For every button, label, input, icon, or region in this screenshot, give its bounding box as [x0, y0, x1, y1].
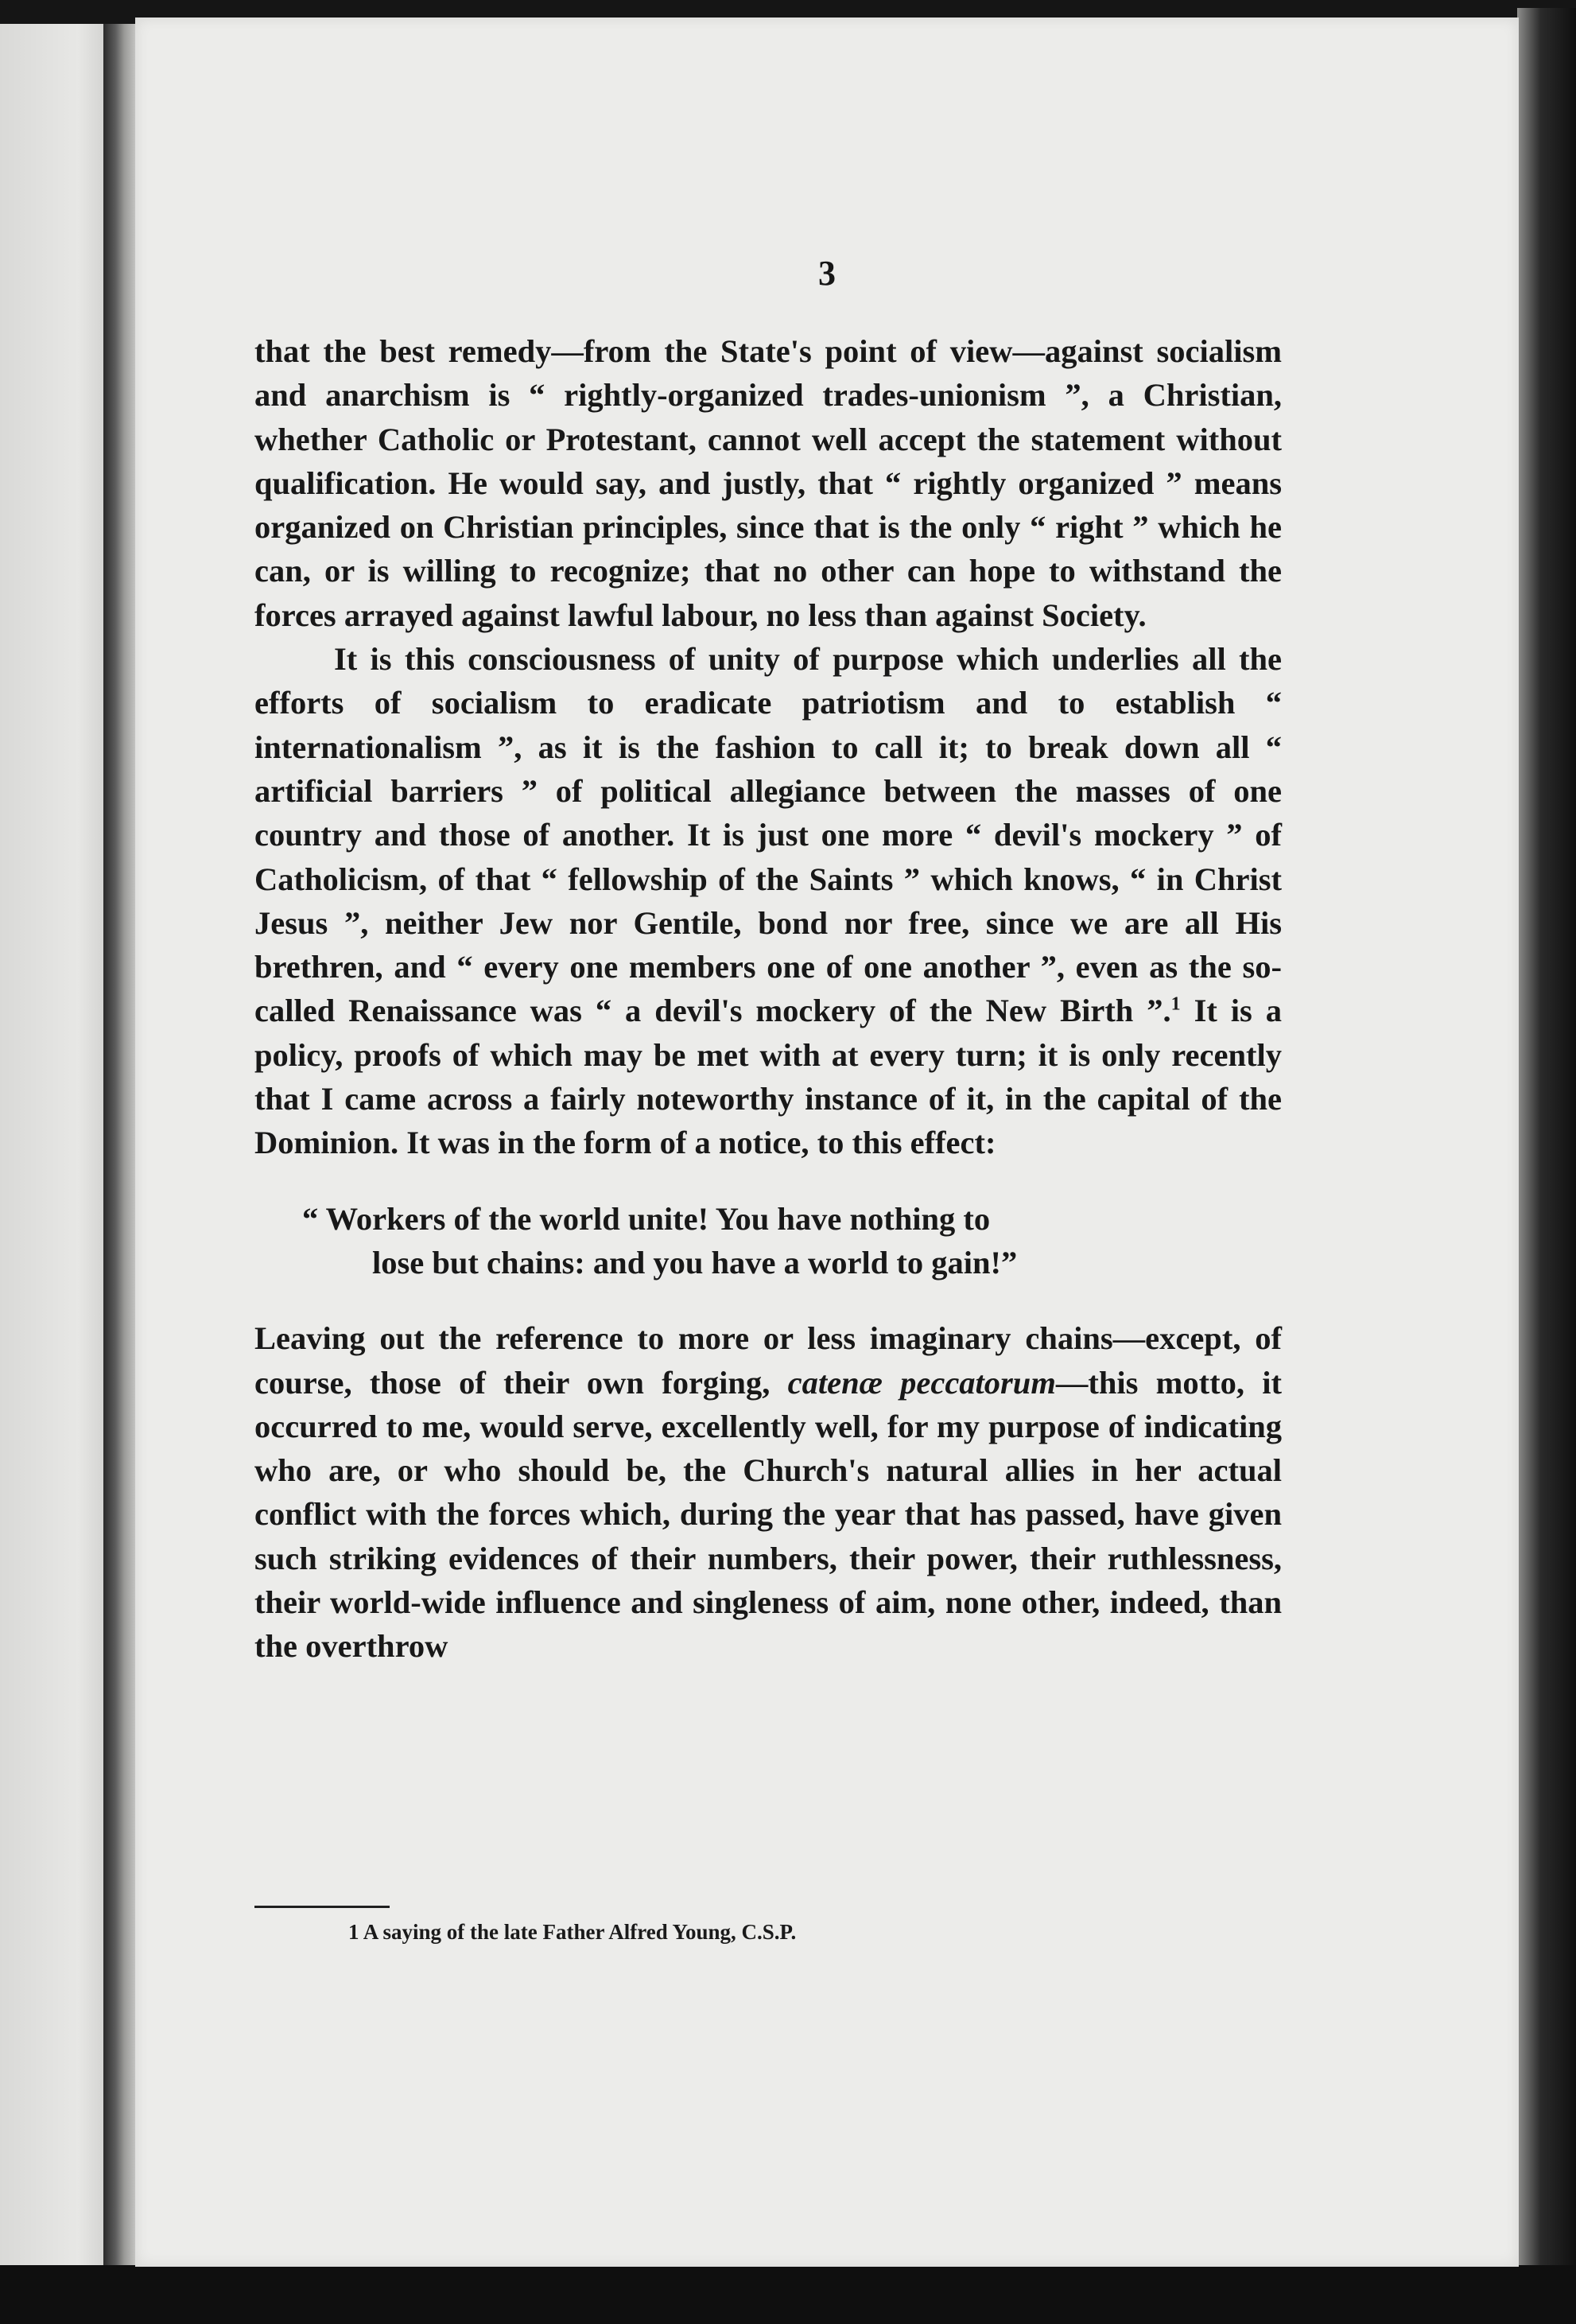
paragraph-2 [254, 637, 1282, 1165]
scan-right-border [1517, 8, 1576, 2314]
facing-page-edge [0, 24, 111, 2275]
paragraph-3 [254, 1316, 1282, 1668]
latin-phrase: catenæ peccatorum [787, 1364, 1056, 1401]
body-text [254, 329, 1282, 1669]
paragraph-1 [254, 329, 1282, 637]
motto-line-2: lose but chains: and you have a world to gain!” [372, 1244, 1018, 1281]
paragraph-1-text: that the best remedy—from the State's point of view—against socialism and anarchism is “ rightly-organized trades-unionism ”, a Christian, whether Catholic or Protestant, cannot well accept the statement without qualification. He would say, and justly, that “ rightly organized ” means organized on Christian principles, since that is the only “ right ” which he can, or is willing to recognize; that no other can hope to withstand the forces arrayed against lawful labour, no less than against Society. [254, 333, 1282, 633]
paragraph-3-text-a: Leaving out the reference to more or less imaginary chains—except, of course, those of their own forging, [254, 1320, 1282, 1401]
paragraph-3-text-b: —this motto, it occurred to me, would serve, excellently well, for my purpose of indicating who are, or who should be, the Church's natural allies in her actual conflict with the forces which, during the year that has passed, have given such striking evidences of their numbers, their power, their ruthlessness, their world-wide influence and singleness of aim, none other, indeed, than the overthrow [254, 1364, 1282, 1665]
motto-line-1: “ Workers of the world unite! You have nothing to [302, 1200, 991, 1237]
paragraph-2-text-b: It is a policy, proofs of which may be met with at every turn; it is only recently that I came across a fairly noteworthy instance of it, in the capital of the Dominion. It was in the form of a notice, to this effect: [254, 993, 1282, 1161]
footnote-marker: 1 [1170, 993, 1181, 1015]
footnote-divider [254, 1906, 390, 1908]
quoted-motto [254, 1197, 1282, 1285]
book-gutter [103, 24, 138, 2275]
book-page [135, 17, 1519, 2267]
scan-bottom-border [0, 2265, 1576, 2324]
page-number: 3 [818, 254, 836, 293]
footnote: 1 A saying of the late Father Alfred Young, C.S.P. [348, 1920, 797, 1944]
paragraph-2-text-a: It is this consciousness of unity of purpose which underlies all the efforts of socialism to eradicate patriotism and to establish “ internationalism ”, as it is the fashion to call it; to break down all “ artificial barriers ” of political allegiance between the masses of one country and those of another. It is just one more “ devil's mockery ” of Catholicism, of that “ fellowship of the Saints ” which knows, “ in Christ Jesus ”, neither Jew nor Gentile, bond nor free, since we are all His brethren, and “ every one members one of one another ”, even as the so-called Renaissance was “ a devil's mockery of the New Birth ”. [254, 641, 1282, 1029]
